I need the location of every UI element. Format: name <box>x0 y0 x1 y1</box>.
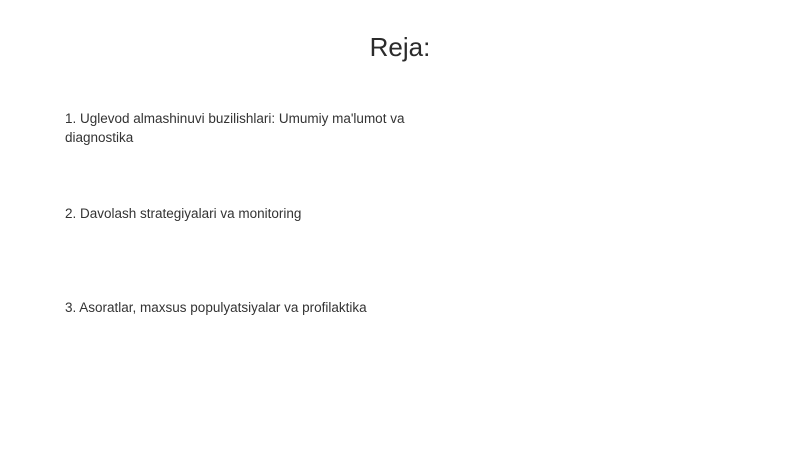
agenda-item-3: 3. Asoratlar, maxsus populyatsiyalar va profilaktika <box>65 300 367 315</box>
agenda-item-1: 1. Uglevod almashinuvi buzilishlari: Umumiy ma'lumot va diagnostika <box>65 111 405 145</box>
slide-title: Reja: <box>369 32 431 62</box>
agenda-item-2: 2. Davolash strategiyalari va monitoring <box>65 206 302 221</box>
